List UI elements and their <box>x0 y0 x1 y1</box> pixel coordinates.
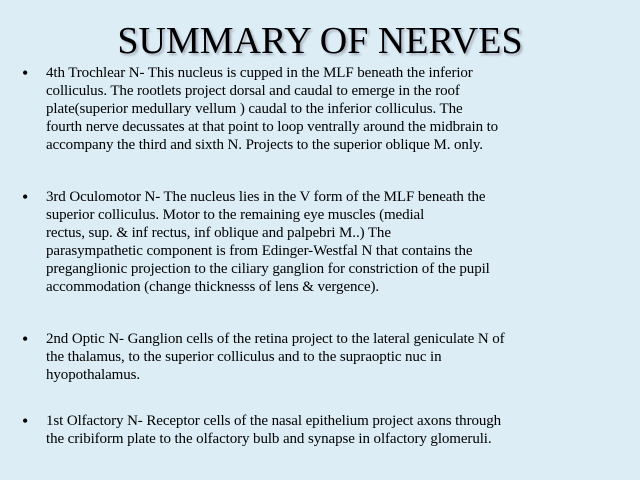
bullet-dot-icon: • <box>22 411 29 431</box>
bullet-dot-icon: • <box>22 329 29 349</box>
bullet-text: 2nd Optic N- Ganglion cells of the retina project to the lateral geniculate N of the thalamus, to the superior colliculus and to the supraoptic nuc in hyopothalamus. <box>46 331 505 383</box>
bullet-dot-icon: • <box>22 63 29 83</box>
bullet-text: 4th Trochlear N- This nucleus is cupped in the MLF beneath the inferior colliculus. The rootlets project dorsal and caudal to emerge in the roof plate(superior medullary vellum ) caudal to the inferior colliculus. The fourth nerve decussates at that point to loop ventrally around the midbrain to accompany the third and sixth N. Projects to the superior oblique M. only. <box>46 65 499 153</box>
bullet-text: 3rd Oculomotor N- The nucleus lies in the V form of the MLF beneath the superior colliculus. Motor to the remaining eye muscles (medial rectus, sup. & inf rectus, inf oblique and palpebri M..) The parasympathetic component is from Edinger-Westfal N that contains the preganglionic projection to the ciliary ganglion for constriction of the pupil accommodation (change thicknesss of lens & vergence). <box>46 189 490 295</box>
slide-title: SUMMARY OF NERVES <box>117 20 523 62</box>
bullet-text: 1st Olfactory N- Receptor cells of the nasal epithelium project axons through the cribiform plate to the olfactory bulb and synapse in olfactory glomeruli. <box>46 413 502 447</box>
bullet-dot-icon: • <box>22 187 29 207</box>
